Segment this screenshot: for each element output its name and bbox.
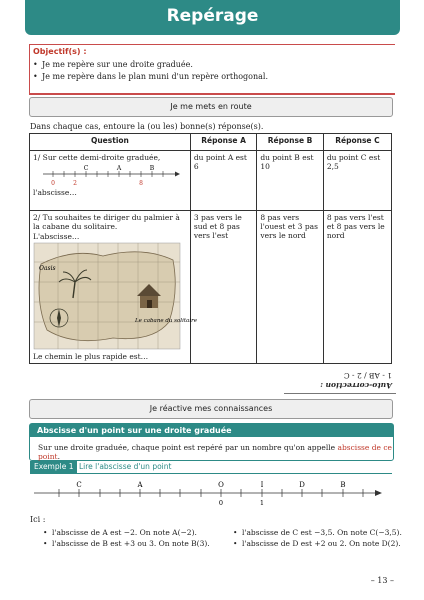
- map-label: Oasis: [39, 265, 56, 272]
- auto-correction: [284, 371, 396, 394]
- definition-box: [29, 423, 394, 461]
- autocorrection-title: Auto-correction :: [320, 381, 392, 390]
- definition-highlight: abscisse de ce point: [38, 443, 392, 461]
- point-label-c: C: [76, 481, 82, 489]
- question-text: 2/ Tu souhaites te diriger du palmier à la cabane du solitaire.: [33, 213, 180, 231]
- column-header: Réponse C: [323, 134, 391, 151]
- section-heading-warmup: Je me mets en route: [29, 97, 393, 117]
- tick-label: 1: [259, 499, 265, 507]
- point-label-i: I: [260, 481, 264, 489]
- answer-cell[interactable]: 8 pas vers l'est et 8 pas vers le nord: [323, 211, 391, 364]
- point-label-c: C: [83, 165, 89, 172]
- question-cell: [30, 151, 191, 211]
- definition-title: Abscisse d'un point sur une droite graduée: [30, 424, 393, 437]
- point-label-a: A: [116, 165, 122, 172]
- quiz-table: [29, 133, 392, 364]
- definition-text: [38, 443, 393, 461]
- treasure-map: [33, 242, 197, 350]
- tick-label: 0: [51, 180, 55, 187]
- column-header: Réponse A: [190, 134, 256, 151]
- answer-cell[interactable]: du point C est 2,5: [323, 151, 391, 211]
- definition-text-part: .: [57, 452, 60, 461]
- page-title: Repérage: [166, 6, 259, 26]
- column-header: Question: [30, 134, 191, 151]
- point-label-o: O: [218, 481, 224, 489]
- half-line-axis: [33, 164, 181, 188]
- map-label: Le cabane du solitaire: [135, 318, 197, 324]
- definition-text-part: Sur une droite graduée, chaque point est repéré par un nombre qu'on appelle: [38, 443, 338, 452]
- answer-cell[interactable]: du point B est 10: [257, 151, 323, 211]
- answer-cell[interactable]: du point A est 6: [190, 151, 256, 211]
- column-header: Réponse B: [257, 134, 323, 151]
- point-label-d: D: [299, 481, 305, 489]
- question-prompt: l'abscisse…: [33, 188, 77, 197]
- question-prompt: Le chemin le plus rapide est…: [33, 352, 149, 361]
- conclusion-list-left: [42, 527, 210, 549]
- objectives-box: [29, 44, 395, 95]
- example-label: Exemple 1: [30, 461, 77, 473]
- objectives-list: [32, 59, 268, 83]
- objectives-title: Objectif(s) :: [33, 47, 87, 56]
- answer-cell[interactable]: 3 pas vers le sud et 8 pas vers l'est: [190, 211, 256, 364]
- point-label-b: B: [340, 481, 346, 489]
- tick-label: 2: [73, 180, 77, 187]
- conclusion-list-right: [232, 527, 402, 549]
- section-heading-review: Je réactive mes connaissances: [29, 399, 393, 419]
- example-underline: [30, 473, 392, 474]
- question-cell: [30, 211, 197, 364]
- objective-item: • Je me repère dans le plan muni d'un repère orthogonal.: [42, 71, 268, 83]
- point-label-b: B: [149, 165, 155, 172]
- conclusion-item: • l'abscisse de D est +2 ou 2. On note D(2).: [242, 538, 402, 549]
- title-bar: [25, 0, 400, 35]
- conclusion-item: • l'abscisse de A est −2. On note A(−2).: [52, 527, 210, 538]
- objective-item: • Je me repère sur une droite graduée.: [42, 59, 268, 71]
- tick-label: 8: [139, 180, 143, 187]
- autocorrection-text: 1 - AB / 2 - C: [343, 371, 392, 380]
- tick-label: 0: [218, 499, 224, 507]
- conclusion-item: • l'abscisse de C est −3,5. On note C(−3,5).: [242, 527, 402, 538]
- conclusion-intro: Ici :: [30, 515, 46, 524]
- question-text: 1/ Sur cette demi-droite graduée,: [33, 153, 161, 162]
- graduated-line: [30, 478, 392, 512]
- example-title: Lire l'abscisse d'un point: [79, 462, 172, 471]
- point-label-a: A: [137, 481, 143, 489]
- answer-cell[interactable]: 8 pas vers l'ouest et 3 pas vers le nord: [257, 211, 323, 364]
- page-number: – 13 –: [370, 576, 394, 585]
- map-text: L'abscisse…: [33, 232, 80, 241]
- instructions: Dans chaque cas, entoure la (ou les) bonne(s) réponse(s).: [30, 122, 264, 131]
- conclusion-item: • l'abscisse de B est +3 ou 3. On note B(3).: [52, 538, 210, 549]
